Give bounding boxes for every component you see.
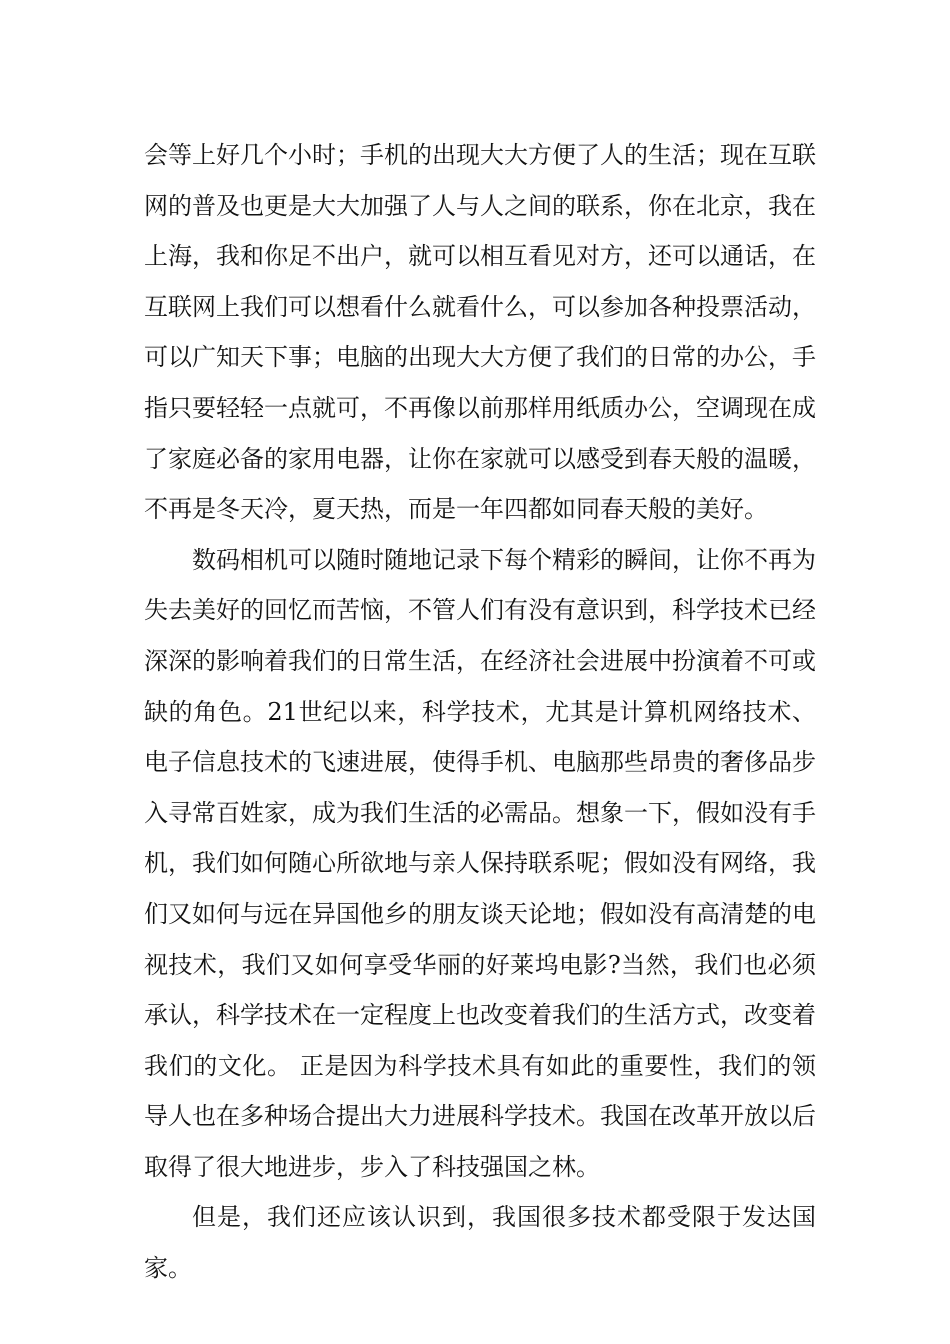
paragraph-1: 会等上好几个小时；手机的出现大大方便了人的生活；现在互联网的普及也更是大大加强了人与人之间的联系，你在北京，我在上海，我和你足不出户，就可以相互看见对方，还可以通话，在互联网上我们可以想看什么就看什么，可以参加各种投票活动，可以广知天下事；电脑的出现大大方便了我们的日常的办公，手指只要轻轻一点就可，不再像以前那样用纸质办公，空调现在成了家庭必备的家用电器，让你在家就可以感受到春天般的温暖，不再是冬天冷，夏天热，而是一年四都如同春天般的美好。 [144, 141, 816, 524]
paragraph-3: 但是，我们还应该认识到，我国很多技术都受限于发达国家。 [144, 1203, 816, 1283]
paragraph-2: 数码相机可以随时随地记录下每个精彩的瞬间，让你不再为失去美好的回忆而苦恼，不管人们有没有意识到，科学技术已经深深的影响着我们的日常生活，在经济社会进展中扮演着不可或缺的角色。21世纪以来，科学技术，尤其是计算机网络技术、电子信息技术的飞速进展，使得手机、电脑那些昂贵的奢侈品步入寻常百姓家，成为我们生活的必需品。想象一下，假如没有手机，我们如何随心所欲地与亲人保持联系呢；假如没有网络，我们又如何与远在异国他乡的朋友谈天论地；假如没有高清楚的电视技术，我们又如何享受华丽的好莱坞电影?当然，我们也必须承认，科学技术在一定程度上也改变着我们的生活方式，改变着我们的文化。 正是因为科学技术具有如此的重要性，我们的领导人也在多种场合提出大力进展科学技术。我国在改革开放以后取得了很大地进步，步入了科技强国之林。 [144, 545, 816, 1181]
body-text [144, 130, 816, 1294]
